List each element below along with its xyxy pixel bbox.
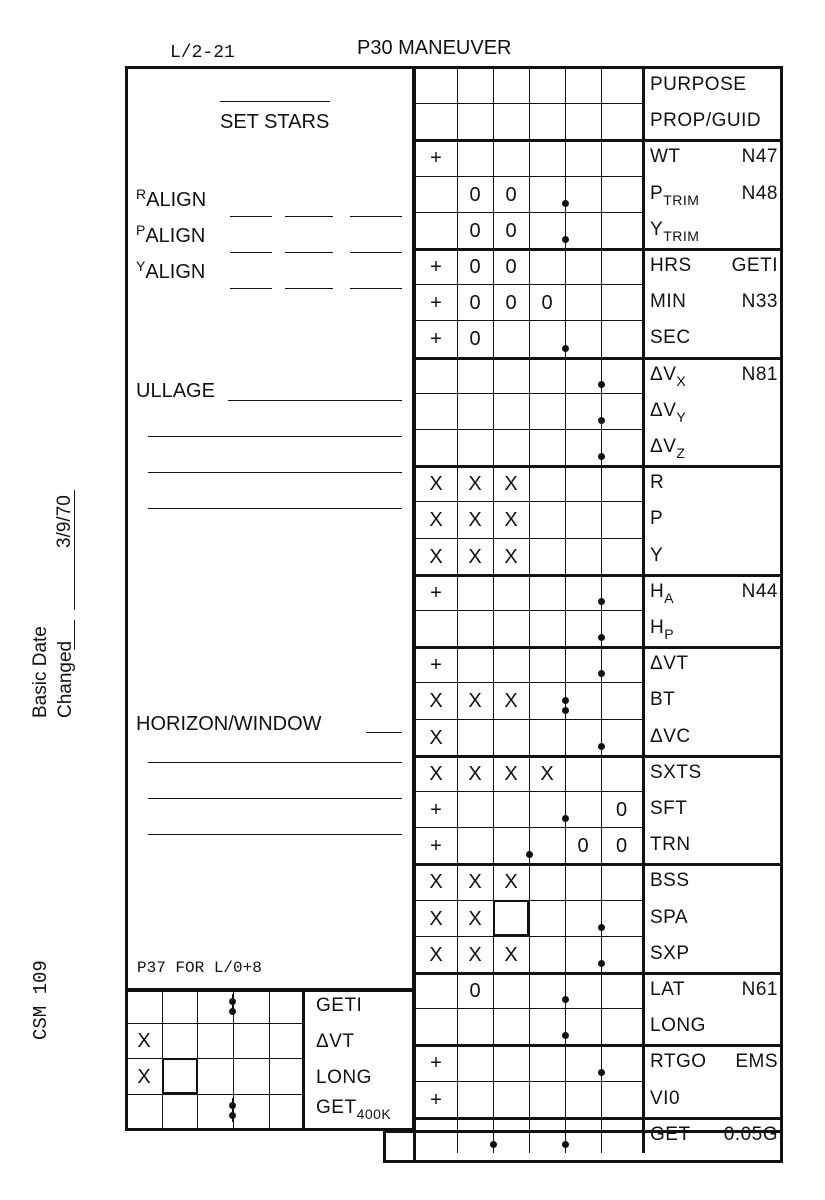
pad-cell[interactable]: X — [429, 943, 443, 966]
pad-row-label — [650, 75, 746, 94]
decimal-point-marker — [562, 697, 569, 704]
p37-dvt-x: X — [137, 1030, 151, 1052]
pad-row-line — [415, 538, 642, 539]
pad-cell[interactable]: X — [468, 907, 482, 930]
pad-row-label — [650, 871, 690, 890]
pad-row-label — [650, 617, 675, 642]
p37-decimal-dot-4 — [229, 1112, 236, 1119]
pad-cell[interactable]: X — [468, 762, 482, 785]
pad-row-label-text: PROP/GUID — [650, 110, 762, 132]
pad-cell[interactable]: 0 — [469, 292, 481, 315]
pad-row-label-text: LAT — [650, 979, 685, 1000]
pad-row-label-text: SEC — [650, 327, 691, 349]
pad-row-label — [650, 835, 691, 854]
pad-row-label-sub: P — [664, 626, 675, 642]
get-005g-row — [383, 1130, 783, 1163]
set-stars-overline — [220, 101, 330, 102]
pad-row-label — [650, 944, 690, 963]
pad-row-line — [415, 682, 642, 683]
y-align-blank-1[interactable] — [230, 288, 272, 289]
decimal-point-marker — [598, 1069, 605, 1076]
decimal-point-marker — [562, 996, 569, 1003]
pad-row-label-text: HRS — [650, 255, 692, 276]
pad-row-line — [415, 139, 783, 142]
pad-row-line — [415, 357, 783, 360]
pad-row-label — [650, 399, 687, 425]
pad-cell[interactable]: X — [429, 907, 443, 930]
pad-row-label — [650, 182, 700, 208]
pad-row-label — [650, 546, 663, 565]
ullage-blank-3[interactable] — [148, 472, 402, 473]
pad-row-label-text: LONG — [650, 1015, 706, 1037]
p37-label-dvt: ΔVT — [316, 1031, 355, 1052]
pad-cell[interactable]: X — [468, 690, 482, 713]
pad-row-label-text: Y — [650, 218, 664, 240]
p-align-word: ALIGN — [145, 225, 206, 247]
pad-row-line — [415, 465, 783, 468]
pad-row-line — [415, 863, 783, 866]
decimal-point-marker — [598, 417, 605, 424]
pad-cell[interactable]: X — [504, 943, 518, 966]
ullage-blank-1[interactable] — [228, 400, 402, 401]
pad-row-label-text: MIN — [650, 291, 687, 313]
p-align-prefix: P — [136, 222, 146, 238]
pad-cell[interactable]: + — [430, 799, 442, 821]
pad-row-line — [415, 791, 642, 792]
decimal-point-marker — [562, 1032, 569, 1039]
p37-get-sub: 400K — [356, 1106, 392, 1122]
pad-row-label-sub: Y — [676, 408, 687, 425]
p37-get-word: GET — [316, 1097, 357, 1118]
pad-cell[interactable]: X — [429, 690, 443, 713]
p37-long-x: X — [137, 1066, 151, 1088]
pad-row-label — [650, 1052, 707, 1071]
decimal-point-marker — [562, 815, 569, 822]
pad-row-label-text: ΔV — [650, 399, 677, 421]
pad-row-line — [415, 103, 642, 104]
pad-cell[interactable]: X — [468, 545, 482, 568]
decimal-point-marker — [526, 851, 533, 858]
pad-row-label — [650, 727, 691, 746]
pad-row-label-sub: X — [676, 372, 687, 389]
pad-row-line — [415, 574, 783, 577]
pad-row-line — [415, 429, 642, 430]
page-id: L/2-21 — [170, 43, 235, 63]
p-align-blank-2[interactable] — [285, 252, 333, 253]
pad-row-label — [650, 509, 663, 528]
pad-cell[interactable]: + — [430, 581, 442, 604]
decimal-point-marker — [598, 634, 605, 641]
pad-row-code: N48 — [741, 182, 778, 204]
pad-row-label — [650, 908, 688, 927]
p37-decimal-dot-3 — [229, 1102, 236, 1109]
pad-row-label — [650, 256, 692, 275]
pad-row-label-text: SXP — [650, 942, 690, 964]
p37-row-line-3 — [127, 1094, 303, 1095]
p-align-row — [136, 222, 206, 247]
pad-row-label — [650, 292, 686, 311]
pad-cell[interactable]: X — [504, 762, 518, 785]
pad-row-code: N47 — [741, 146, 778, 168]
pad-cell[interactable]: X — [504, 545, 518, 568]
pad-row-line — [415, 719, 642, 720]
p37-row-line-1 — [127, 1023, 303, 1024]
pad-cell[interactable]: + — [430, 654, 442, 677]
pad-cell[interactable]: 0 — [469, 980, 481, 1002]
pad-cell[interactable]: + — [430, 292, 442, 315]
pad-row-line — [415, 1117, 783, 1120]
pad-row-label — [650, 690, 675, 709]
pad-cell[interactable]: 0 — [505, 292, 517, 315]
pad-cell[interactable]: 0 — [505, 219, 517, 242]
pad-cell[interactable]: 0 — [469, 256, 481, 278]
p-align-blank-1[interactable] — [230, 252, 272, 253]
pad-row-line — [415, 320, 642, 321]
p-align-blank-3[interactable] — [350, 252, 402, 253]
pad-row-code: N33 — [741, 291, 778, 313]
decimal-point-marker — [598, 960, 605, 967]
pad-cell[interactable]: X — [468, 509, 482, 532]
decimal-point-marker — [598, 743, 605, 750]
r-align-blank-3[interactable] — [350, 216, 402, 217]
pad-row-label — [650, 980, 685, 999]
pad-row-line — [415, 936, 642, 937]
pad-row-line — [415, 176, 642, 177]
pad-row-code: N44 — [741, 580, 778, 602]
pad-cell[interactable]: X — [468, 473, 482, 496]
pad-cell[interactable]: X — [540, 762, 554, 785]
pad-row-label-text: BSS — [650, 870, 690, 892]
pad-cell[interactable]: 0 — [469, 219, 481, 242]
pad-cell[interactable]: X — [429, 509, 443, 532]
decimal-point-marker — [598, 381, 605, 388]
decimal-point-marker — [598, 598, 605, 605]
pad-cell[interactable]: X — [429, 726, 443, 749]
pad-row-line — [415, 755, 783, 758]
pad-row-label-text: PURPOSE — [650, 74, 747, 95]
pad-row-label-text: WT — [650, 146, 681, 168]
pad-cell[interactable]: 0 — [469, 328, 481, 351]
r-align-blank-1[interactable] — [230, 216, 272, 217]
pad-row-label-text: SPA — [650, 906, 689, 928]
pad-row-line — [415, 1081, 642, 1082]
pad-cell[interactable]: X — [468, 943, 482, 966]
pad-cell[interactable]: 0 — [505, 183, 517, 206]
pad-row-label-text: GET — [650, 1123, 691, 1145]
p37-row-line-2 — [127, 1058, 303, 1059]
pad-row-label — [650, 763, 702, 782]
y-align-blank-2[interactable] — [285, 288, 333, 289]
pad-row-label — [650, 436, 686, 461]
horizon-blank-2[interactable] — [148, 762, 402, 763]
basic-date-label: Basic Date — [30, 626, 51, 718]
vehicle-id: CSM 109 — [30, 960, 52, 1040]
ullage-label: ULLAGE — [136, 380, 215, 402]
r-align-word: ALIGN — [146, 189, 207, 211]
p37-col-line-4 — [269, 990, 270, 1130]
r-align-row — [136, 186, 207, 211]
pad-row-label-text: H — [650, 580, 665, 602]
decimal-point-marker — [598, 453, 605, 460]
pad-row-label — [650, 111, 761, 130]
pad-row-label — [650, 580, 675, 606]
pad-cell[interactable]: X — [504, 690, 518, 713]
pad-row-code: 0.05G — [723, 1123, 778, 1145]
pad-row-line — [415, 1044, 783, 1047]
pad-row-label — [650, 799, 687, 818]
horizon-blank-3[interactable] — [148, 798, 402, 799]
pad-row-line — [415, 248, 783, 251]
pad-cell[interactable]: 0 — [469, 183, 481, 206]
r-align-prefix: R — [136, 186, 147, 202]
pad-cell[interactable]: X — [429, 545, 443, 568]
pad-row-line — [415, 212, 642, 213]
pad-cell[interactable]: 0 — [505, 256, 517, 278]
changed-label: Changed — [55, 640, 76, 718]
pad-cell[interactable]: X — [504, 871, 518, 894]
y-align-prefix: Y — [136, 258, 146, 274]
p37-col-line-5 — [302, 990, 305, 1130]
pad-row-code: GETI — [731, 255, 778, 276]
pad-row-code: N61 — [741, 979, 778, 1000]
decimal-point-marker — [598, 670, 605, 677]
pad-row-line — [415, 646, 783, 649]
basic-date-value: 3/9/70 — [54, 495, 75, 548]
horizon-blank-1[interactable] — [366, 732, 402, 733]
pad-row-label-text: RTGO — [650, 1051, 707, 1073]
pad-row-code: EMS — [735, 1051, 778, 1073]
changed-blank — [74, 620, 75, 650]
pad-row-code: N81 — [741, 363, 778, 385]
basic-date-blank — [74, 490, 75, 610]
horizon-window-label: HORIZON/WINDOW — [136, 713, 322, 735]
pad-row-label-text: ΔV — [650, 436, 677, 457]
ullage-blank-4[interactable] — [148, 508, 402, 509]
pad-row-label-text: ΔVC — [650, 725, 691, 747]
y-align-word: ALIGN — [145, 261, 206, 283]
pad-cell[interactable]: 0 — [615, 799, 628, 821]
pad-row-line — [415, 610, 642, 611]
pad-cell[interactable]: + — [430, 256, 442, 278]
p37-decimal-dot-2 — [229, 1008, 236, 1015]
pad-cell[interactable]: + — [430, 1052, 442, 1075]
p37-label-long: LONG — [316, 1067, 372, 1088]
pad-row-label-text: ΔVT — [650, 653, 689, 675]
pad-cell[interactable]: X — [429, 871, 443, 894]
y-align-row — [136, 258, 206, 283]
pad-row-label — [650, 363, 687, 389]
pad-row-line — [415, 393, 642, 394]
r-align-blank-2[interactable] — [285, 216, 333, 217]
pad-cell[interactable]: 0 — [577, 835, 589, 858]
pad-row-label-text: P — [650, 182, 664, 204]
y-align-blank-3[interactable] — [350, 288, 402, 289]
p37-long-box — [162, 1058, 198, 1094]
decimal-point-marker — [598, 924, 605, 931]
horizon-blank-4[interactable] — [148, 834, 402, 835]
pad-row-label-text: P — [650, 508, 664, 530]
pad-cell[interactable]: + — [430, 147, 442, 170]
pad-row-label-sub: TRIM — [663, 227, 700, 244]
pad-row-label-text: H — [650, 617, 665, 638]
spa-box — [493, 900, 529, 936]
pad-row-label-text: SXTS — [650, 761, 702, 783]
pad-row-label-text: SFT — [650, 798, 688, 819]
pad-row-label-text: Y — [650, 544, 664, 566]
pad-row-line — [415, 827, 642, 828]
pad-cell[interactable]: + — [430, 835, 442, 858]
set-stars-label: SET STARS — [220, 111, 330, 133]
pad-row-label — [650, 328, 691, 347]
pad-row-label-text: ΔV — [650, 363, 677, 385]
pad-row-label — [650, 654, 688, 673]
pad-row-label — [650, 1016, 706, 1035]
p37-label-get400k — [316, 1097, 392, 1122]
pad-cell[interactable]: X — [468, 871, 482, 894]
pad-cell[interactable]: + — [430, 1088, 442, 1111]
pad-row-label — [650, 218, 700, 244]
page-title: P30 MANEUVER — [357, 37, 512, 59]
pad-row-label — [650, 147, 681, 166]
pad-row-line — [415, 972, 783, 975]
pad-row-label-text: BT — [650, 689, 676, 711]
pad-cell[interactable]: X — [429, 762, 443, 785]
pad-row-label-text: R — [650, 472, 665, 494]
pad-row-label-text: TRN — [650, 834, 691, 856]
pad-row-label-sub: Z — [676, 445, 686, 461]
pad-cell[interactable]: X — [504, 473, 518, 496]
pad-cell[interactable]: 0 — [541, 292, 553, 315]
decimal-point-marker — [562, 236, 569, 243]
p37-note: P37 FOR L/0+8 — [137, 959, 262, 977]
p37-label-geti: GETI — [316, 995, 363, 1016]
pad-row-label-sub: A — [664, 589, 675, 606]
pad-cell[interactable]: X — [429, 473, 443, 496]
pad-row-label — [650, 473, 664, 492]
ullage-blank-2[interactable] — [148, 436, 402, 437]
pad-cell[interactable]: X — [504, 509, 518, 532]
pad-row-line — [415, 1008, 642, 1009]
decimal-point-marker — [562, 200, 569, 207]
pad-col-line — [642, 67, 645, 1153]
p37-decimal-dot-1 — [229, 998, 236, 1005]
pad-row-label — [650, 1089, 680, 1108]
pad-row-line — [415, 501, 642, 502]
pad-cell[interactable]: 0 — [615, 835, 628, 858]
decimal-point-marker — [562, 707, 569, 714]
pad-cell[interactable]: + — [430, 328, 442, 351]
decimal-point-marker — [562, 345, 569, 352]
pad-row-label-sub: TRIM — [663, 191, 700, 208]
pad-row-line — [415, 284, 642, 285]
pad-row-label-text: VI0 — [650, 1087, 681, 1109]
